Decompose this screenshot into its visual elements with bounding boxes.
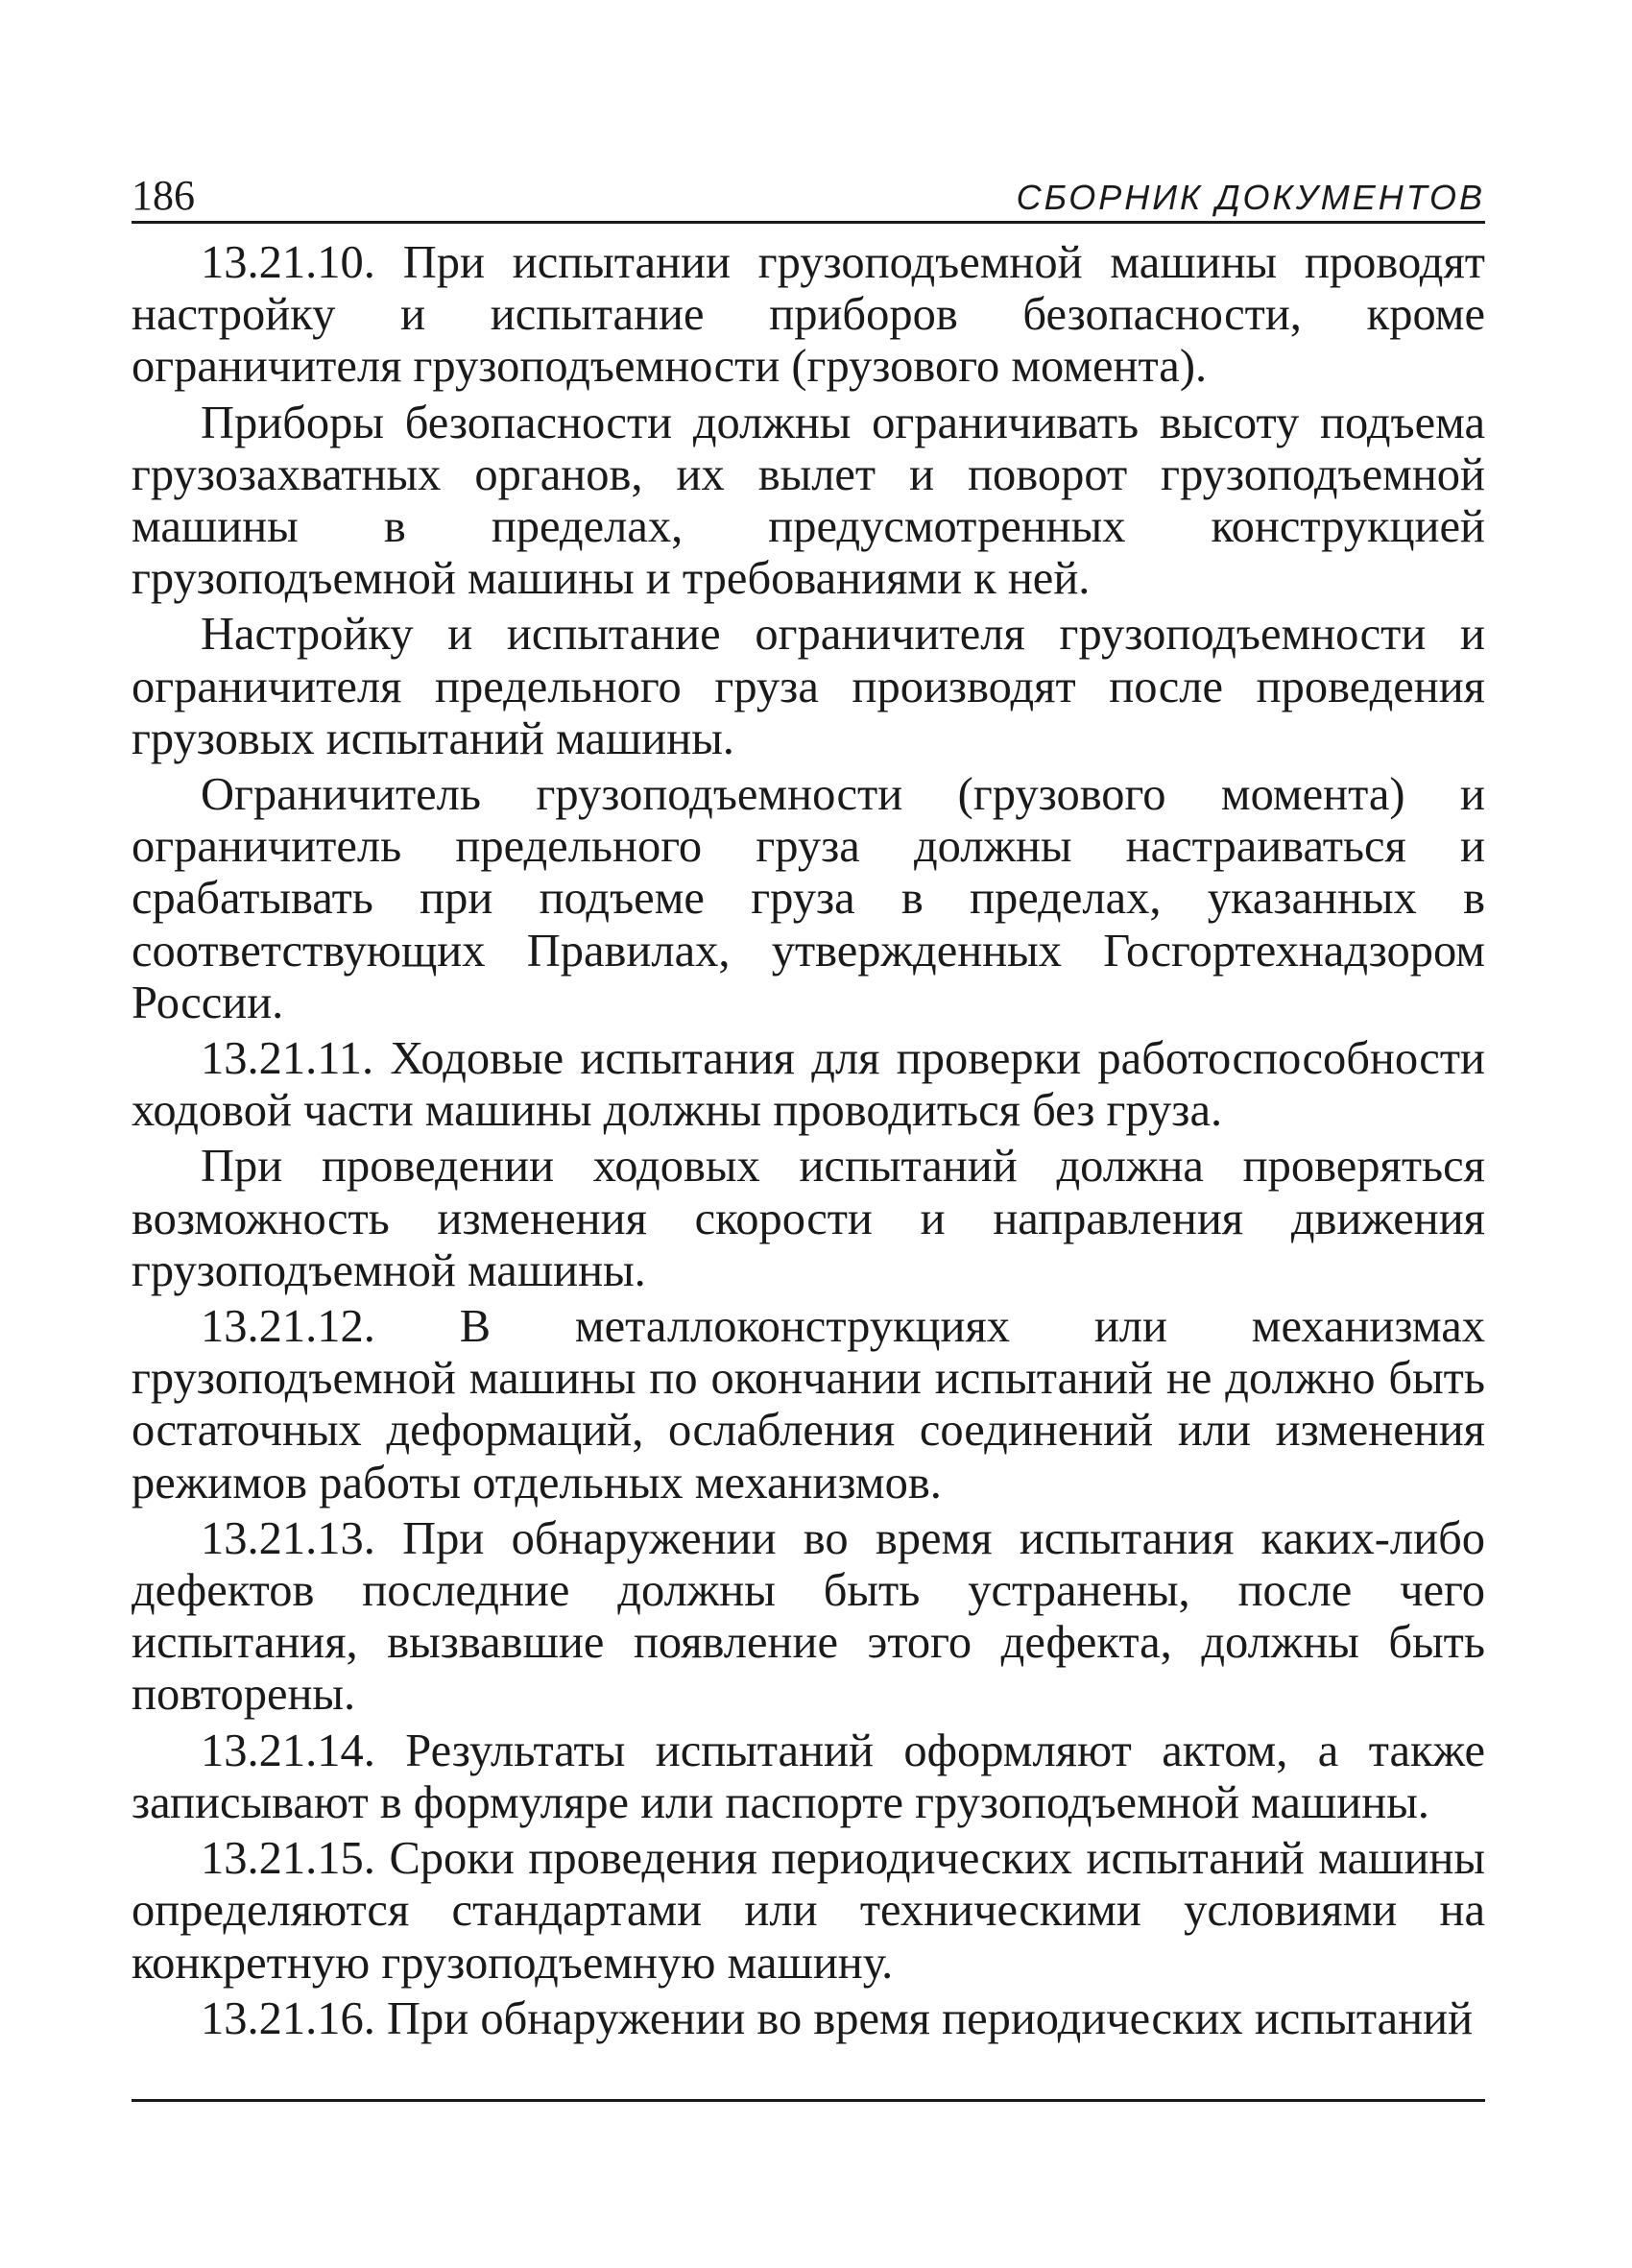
paragraph-13-21-10: 13.21.10. При испытании грузоподъемной машины проводят настройку и испытание приборов безопасности, кроме ограничителя грузоподъемности (грузового момента). [132,237,1485,393]
paragraph-13-21-14: 13.21.14. Результаты испытаний оформляют актом, а также записывают в формуляре или паспорте грузоподъемной машины. [132,1725,1485,1828]
collection-title: СБОРНИК ДОКУМЕНТОВ [1016,178,1485,217]
paragraph-travel-tests: При проведении ходовых испытаний должна проверяться возможность изменения скорости и направления движения грузоподъемной машины. [132,1141,1485,1296]
paragraph-safety-devices: Приборы безопасности должны ограничивать высоту подъема грузозахватных органов, их вылет и поворот грузоподъемной машины в пределах, предусмотренных конструкцией грузоподъемной машины и требованиями к ней. [132,397,1485,605]
paragraph-13-21-11: 13.21.11. Ходовые испытания для проверки работоспособности ходовой части машины должны проводиться без груза. [132,1033,1485,1137]
running-head [132,154,1485,224]
paragraph-13-21-12: 13.21.12. В металлоконструкциях или механизмах грузоподъемной машины по окончании испытаний не должно быть остаточных деформаций, ослабления соединений или изменения режимов работы отдельных механизмов. [132,1301,1485,1508]
page-number: 186 [132,172,195,219]
paragraph-13-21-15: 13.21.15. Сроки проведения периодических испытаний машины определяются стандартами или техническими условиями на конкретную грузоподъемную машину. [132,1833,1485,1989]
paragraph-13-21-13: 13.21.13. При обнаружении во время испытания каких-либо дефектов последние должны быть устранены, после чего испытания, вызвавшие появление этого дефекта, должны быть повторены. [132,1512,1485,1721]
body-text [132,237,1485,2045]
footer-rule [132,2099,1485,2102]
paragraph-limiter-trigger: Ограничитель грузоподъемности (грузового момента) и ограничитель предельного груза должны настраиваться и срабатывать при подъеме груза в пределах, указанных в соответствующих Правилах, утвержденных Госгортехнадзором России. [132,769,1485,1028]
paragraph-13-21-16: 13.21.16. При обнаружении во время периодических испытаний [201,1992,1474,2044]
document-page [132,154,1485,2049]
paragraph-limiter-setup: Настройку и испытание ограничителя грузоподъемности и ограничителя предельного груза производят после проведения грузовых испытаний машины. [132,609,1485,764]
